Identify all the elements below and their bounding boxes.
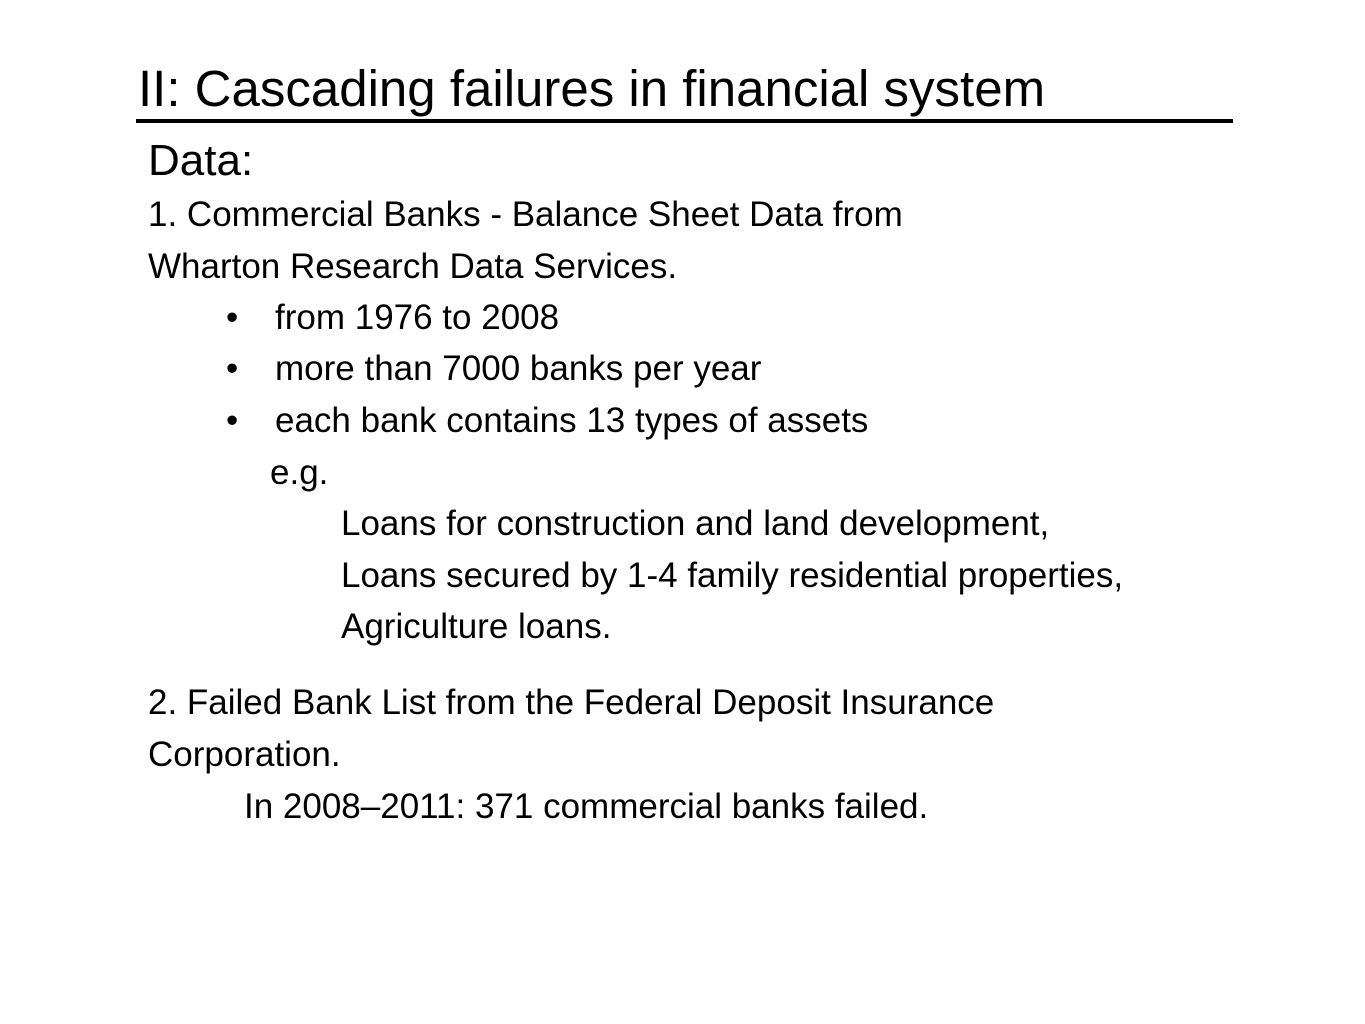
bullet-item: each bank contains 13 types of assets [275, 401, 869, 440]
bullet-icon: • [226, 298, 239, 337]
bullet-icon: • [226, 401, 239, 440]
slide-title: II: Cascading failures in financial system [138, 60, 1046, 117]
example-label: e.g. [270, 453, 329, 492]
bullet-item: more than 7000 banks per year [275, 349, 762, 388]
bullet-item: from 1976 to 2008 [275, 298, 560, 337]
bullet-icon: • [226, 349, 239, 388]
example-item: Loans secured by 1-4 family residential properties, [341, 556, 1124, 595]
source2-detail: In 2008–2011: 371 commercial banks failed. [244, 787, 929, 826]
example-item: Loans for construction and land development, [341, 504, 1050, 543]
data-heading: Data: [148, 136, 254, 185]
source1-line2: Wharton Research Data Services. [148, 247, 678, 286]
source2-line2: Corporation. [148, 735, 341, 774]
example-item: Agriculture loans. [341, 607, 612, 646]
source2-line1: 2. Failed Bank List from the Federal Deposit Insurance [148, 683, 995, 722]
source1-line1: 1. Commercial Banks - Balance Sheet Data from [148, 195, 903, 234]
title-underline [136, 119, 1233, 123]
